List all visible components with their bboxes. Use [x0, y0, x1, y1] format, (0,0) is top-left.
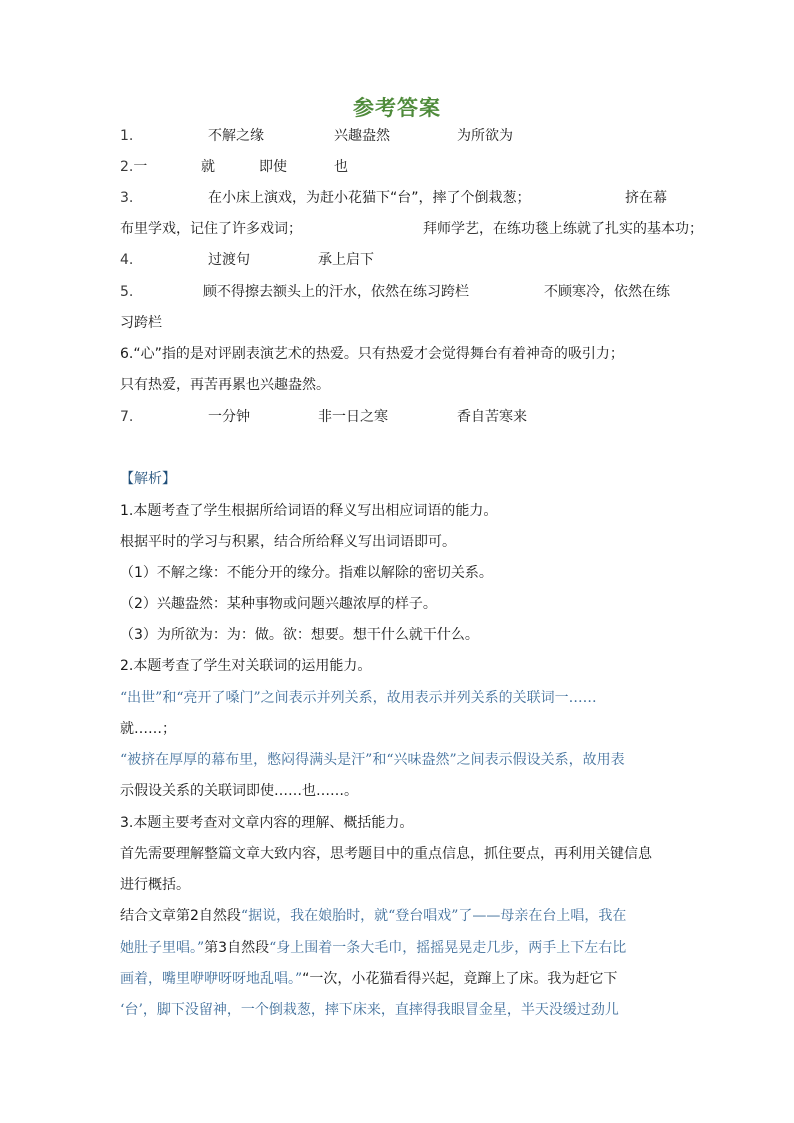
answer-7 [120, 407, 527, 427]
answer-text: 不顾寒冷，依然在练 [544, 284, 670, 300]
answer-number: 1. [120, 128, 134, 144]
analysis-line: 2.本题考查了学生对关联词的运用能力。 [120, 658, 372, 674]
analysis-line: 1.本题考查了学生根据所给词语的释义写出相应词语的能力。 [120, 503, 498, 519]
answer-word: 承上启下 [318, 252, 374, 268]
answer-word: 为所欲为 [457, 128, 513, 144]
analysis-mixed-line [120, 906, 626, 926]
answer-word: 一分钟 [208, 409, 250, 425]
answer-text: 拜师学艺，在练功毯上练就了扎实的基本功； [423, 221, 703, 237]
analysis-text: “一次，小花猫看得兴起，竟蹿上了床。我为赶它下 [302, 971, 618, 987]
answer-6-line-1: 6.“心”指的是对评剧表演艺术的热爱。只有热爱才会觉得舞台有着神奇的吸引力； [120, 346, 624, 362]
analysis-line: 3.本题主要考查对文章内容的理解、概括能力。 [120, 815, 414, 831]
answer-text: 顾不得擦去额头上的汗水，依然在练习跨栏 [203, 284, 469, 300]
analysis-text: 第3自然段 [204, 940, 270, 956]
analysis-quote-line: “被挤在厚厚的幕布里，憋闷得满头是汗”和“兴味盎然”之间表示假设关系，故用表 [120, 752, 625, 768]
analysis-mixed-line [120, 938, 626, 958]
answer-text: 在小床上演戏，为赶小花猫下“台”，摔了个倒栽葱； [208, 190, 531, 206]
answer-word: 也 [334, 159, 348, 175]
analysis-line: （3）为所欲为：为：做。欲：想要。想干什么就干什么。 [120, 627, 479, 643]
page-title: 参考答案 [353, 95, 441, 120]
analysis-heading: 【解析】 [120, 471, 176, 487]
analysis-line: 根据平时的学习与积累，结合所给释义写出词语即可。 [120, 534, 456, 550]
answer-number: 4. [120, 252, 134, 268]
analysis-line: 就……； [120, 721, 176, 737]
answer-word: 兴趣盎然 [334, 128, 390, 144]
answer-word: 非一日之寒 [318, 409, 388, 425]
answer-2 [120, 157, 348, 177]
analysis-quote-line: “出世”和“亮开了嗓门”之间表示并列关系，故用表示并列关系的关联词一…… [120, 690, 597, 706]
analysis-line: （2）兴趣盎然：某种事物或问题兴趣浓厚的样子。 [120, 596, 437, 612]
answer-text: 布里学戏，记住了许多戏词； [120, 221, 302, 237]
answer-word: 香自苦寒来 [457, 409, 527, 425]
answer-word: 不解之缘 [208, 128, 264, 144]
answer-4 [120, 250, 374, 270]
analysis-quote: 画着，嘴里咿咿呀呀地乱唱。” [120, 971, 303, 987]
answer-number: 3. [120, 190, 134, 206]
answer-6-line-2: 只有热爱，再苦再累也兴趣盎然。 [120, 377, 330, 393]
answer-number: 2.一 [120, 159, 148, 175]
answer-1 [120, 126, 513, 146]
answer-number: 7. [120, 409, 134, 425]
answer-word: 即使 [259, 159, 287, 175]
analysis-line: 示假设关系的关联词即使……也……。 [120, 783, 358, 799]
answer-number: 5. [120, 284, 134, 300]
analysis-quote: “身上围着一条大毛巾，摇摇晃晃走几步，两手上下左右比 [269, 940, 627, 956]
analysis-quote-line: ‘台’，脚下没留神，一个倒栽葱，摔下床来，直摔得我眼冒金星，半天没缓过劲儿 [120, 1002, 619, 1018]
answer-5-line-2: 习跨栏 [120, 315, 162, 331]
answer-text: 挤在幕 [625, 190, 667, 206]
answer-3-line-1 [120, 188, 667, 208]
analysis-line: （1）不解之缘：不能分开的缘分。指难以解除的密切关系。 [120, 565, 493, 581]
analysis-text: 结合文章第2自然段 [120, 908, 241, 924]
analysis-line: 进行概括。 [120, 877, 190, 893]
analysis-quote: 她肚子里唱。” [120, 940, 205, 956]
analysis-quote: “据说，我在娘胎时，就“登台唱戏”了——母亲在台上唱，我在 [240, 908, 627, 924]
analysis-line: 首先需要理解整篇文章大致内容，思考题目中的重点信息，抓住要点，再利用关键信息 [120, 846, 652, 862]
answer-word: 过渡句 [208, 252, 250, 268]
answer-3-line-2 [120, 219, 703, 239]
answer-word: 就 [201, 159, 215, 175]
analysis-mixed-line [120, 969, 617, 989]
answer-5-line-1 [120, 282, 670, 302]
